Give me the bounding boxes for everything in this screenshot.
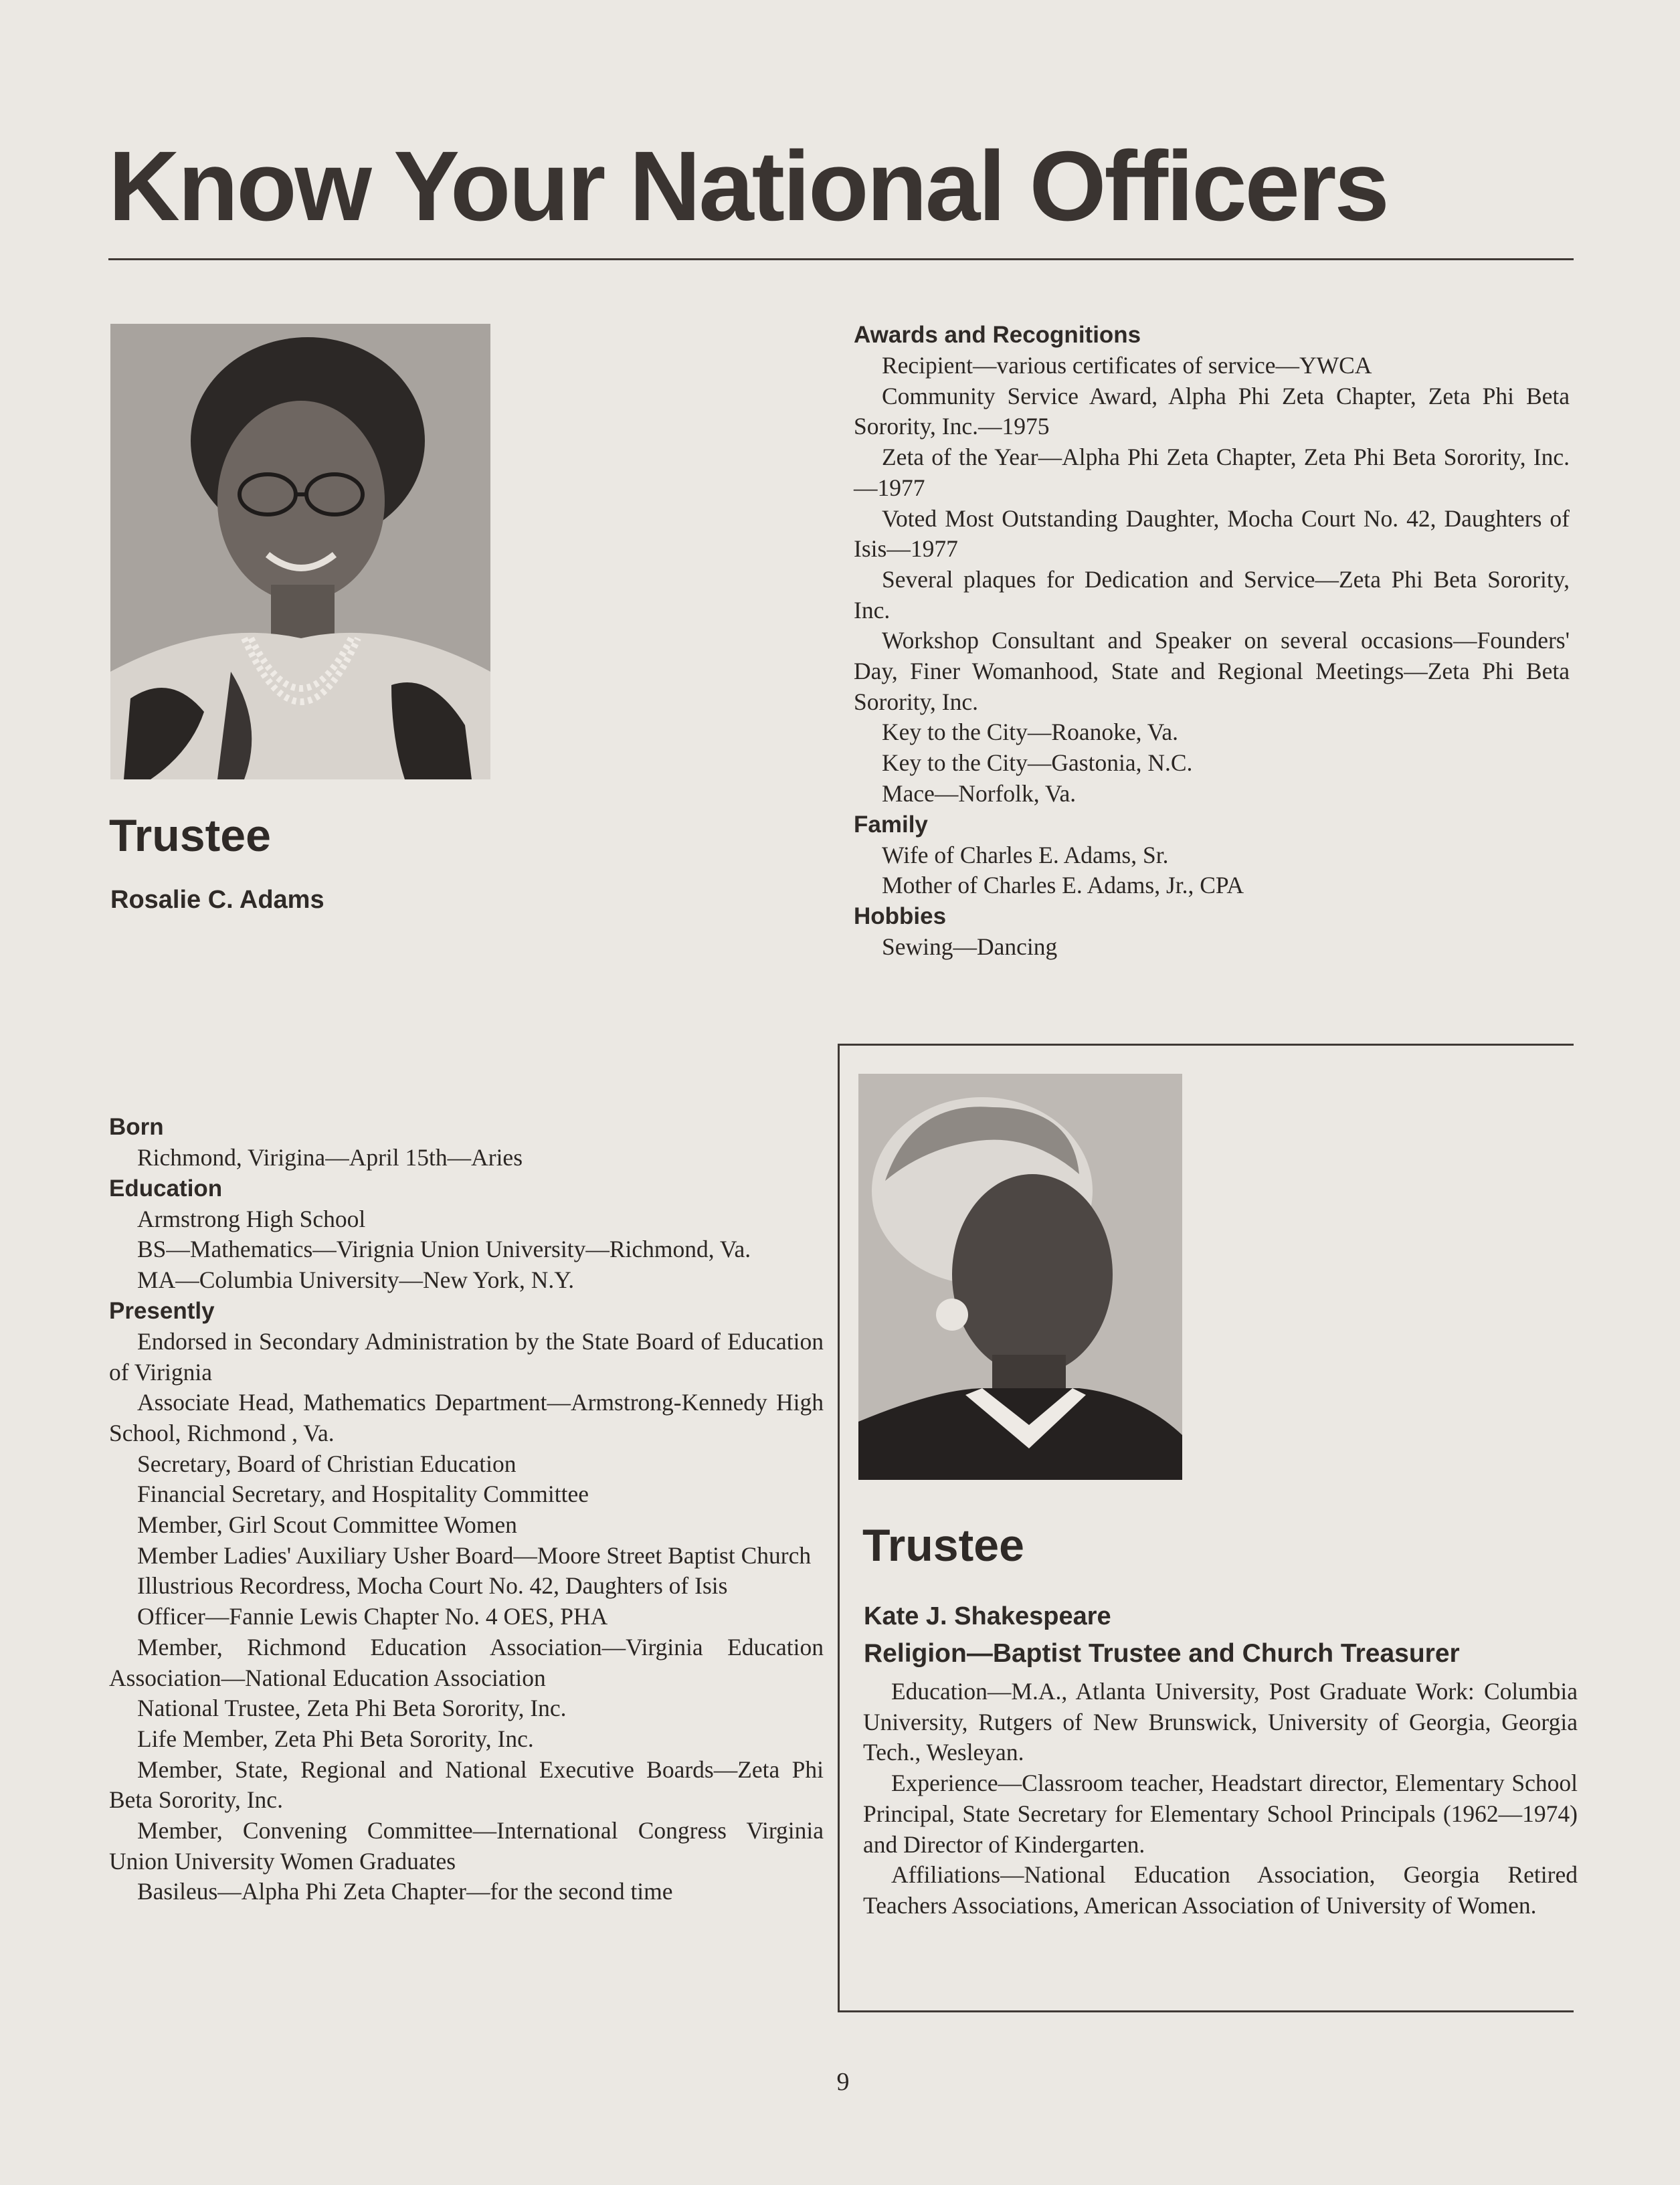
adams-biography-left	[109, 1112, 824, 1907]
shakespeare-biography	[863, 1677, 1578, 1921]
trustee-heading-shakespeare: Trustee	[862, 1520, 1024, 1571]
presently-item: Member, Girl Scout Committee Women	[137, 1511, 517, 1539]
award-item: Mace—Norfolk, Va.	[882, 779, 1077, 807]
presently-item: Officer—Fannie Lewis Chapter No. 4 OES, PHA	[137, 1603, 608, 1630]
page-number: 9	[836, 2068, 850, 2096]
bio-paragraph: Affiliations—National Education Association, Georgia Retired Teachers Associations, American Association of University of Women.	[863, 1861, 1578, 1919]
education-label: Education	[109, 1175, 223, 1202]
education-item: MA—Columbia University—New York, N.Y.	[137, 1266, 575, 1294]
education-item: BS—Mathematics—Virignia Union University—Richmond, Va.	[137, 1236, 751, 1263]
presently-item: Member, State, Regional and National Executive Boards—Zeta Phi Beta Sorority, Inc.	[109, 1755, 824, 1814]
presently-label: Presently	[109, 1297, 215, 1324]
family-item: Wife of Charles E. Adams, Sr.	[882, 841, 1169, 868]
presently-item: Financial Secretary, and Hospitality Committee	[137, 1481, 589, 1508]
trustee-heading-adams: Trustee	[109, 810, 271, 861]
award-item: Several plaques for Dedication and Service—Zeta Phi Beta Sorority, Inc.	[854, 565, 1570, 624]
award-item: Recipient—various certificates of service—YWCA	[882, 352, 1372, 379]
born-text: Richmond, Virigina—April 15th—Aries	[137, 1144, 523, 1171]
presently-item: Secretary, Board of Christian Education	[137, 1450, 517, 1477]
presently-item: Member, Convening Committee—International Congress Virginia Union University Women Graduates	[109, 1817, 824, 1875]
award-item: Key to the City—Roanoke, Va.	[882, 719, 1179, 746]
portrait-photo-adams	[110, 324, 490, 779]
award-item: Voted Most Outstanding Daughter, Mocha Court No. 42, Daughters of Isis—1977	[854, 504, 1570, 563]
hobbies-label: Hobbies	[854, 902, 947, 929]
presently-item: National Trustee, Zeta Phi Beta Sorority, Inc.	[137, 1695, 567, 1722]
presently-item: Associate Head, Mathematics Department—Armstrong-Kennedy High School, Richmond , Va.	[109, 1389, 824, 1446]
bio-paragraph: Experience—Classroom teacher, Headstart director, Elementary School Principal, State Secretary for Elementary School Principals (1962—1974) and Director of Kindergarten.	[863, 1770, 1578, 1858]
presently-item: Basileus—Alpha Phi Zeta Chapter—for the second time	[137, 1878, 673, 1905]
award-item: Community Service Award, Alpha Phi Zeta Chapter, Zeta Phi Beta Sorority, Inc.—1975	[854, 382, 1570, 440]
bio-paragraph: Education—M.A., Atlanta University, Post Graduate Work: Columbia University, Rutgers of New Brunswick, University of Georgia, Georgia Tech., Wesleyan.	[863, 1678, 1578, 1766]
adams-biography-right	[854, 320, 1570, 963]
page-title: Know Your National Officers	[108, 131, 1388, 242]
awards-label: Awards and Recognitions	[854, 322, 1141, 348]
family-item: Mother of Charles E. Adams, Jr., CPA	[882, 872, 1244, 899]
family-label: Family	[854, 811, 928, 838]
hobbies-text: Sewing—Dancing	[882, 933, 1058, 960]
presently-item: Endorsed in Secondary Administration by the State Board of Education of Virignia	[109, 1327, 824, 1386]
religion-line: Religion—Baptist Trustee and Church Treasurer	[864, 1639, 1460, 1668]
presently-item: Member Ladies' Auxiliary Usher Board—Moore Street Baptist Church	[137, 1541, 812, 1569]
presently-item: Illustrious Recordress, Mocha Court No. 42, Daughters of Isis	[137, 1572, 728, 1600]
title-rule	[108, 258, 1574, 260]
officer-name-shakespeare: Kate J. Shakespeare	[864, 1602, 1111, 1630]
presently-item: Life Member, Zeta Phi Beta Sorority, Inc.	[137, 1725, 534, 1752]
award-item: Workshop Consultant and Speaker on several occasions—Founders' Day, Finer Womanhood, State and Regional Meetings—Zeta Phi Beta Sorority, Inc.	[854, 627, 1570, 715]
portrait-photo-shakespeare	[858, 1074, 1182, 1480]
award-item: Zeta of the Year—Alpha Phi Zeta Chapter, Zeta Phi Beta Sorority, Inc.—1977	[854, 444, 1570, 501]
award-item: Key to the City—Gastonia, N.C.	[882, 749, 1193, 777]
presently-item: Member, Richmond Education Association—Virginia Education Association—National Education Association	[109, 1633, 824, 1691]
officer-name-adams: Rosalie C. Adams	[110, 886, 324, 914]
born-label: Born	[109, 1114, 164, 1140]
education-item: Armstrong High School	[137, 1205, 366, 1232]
